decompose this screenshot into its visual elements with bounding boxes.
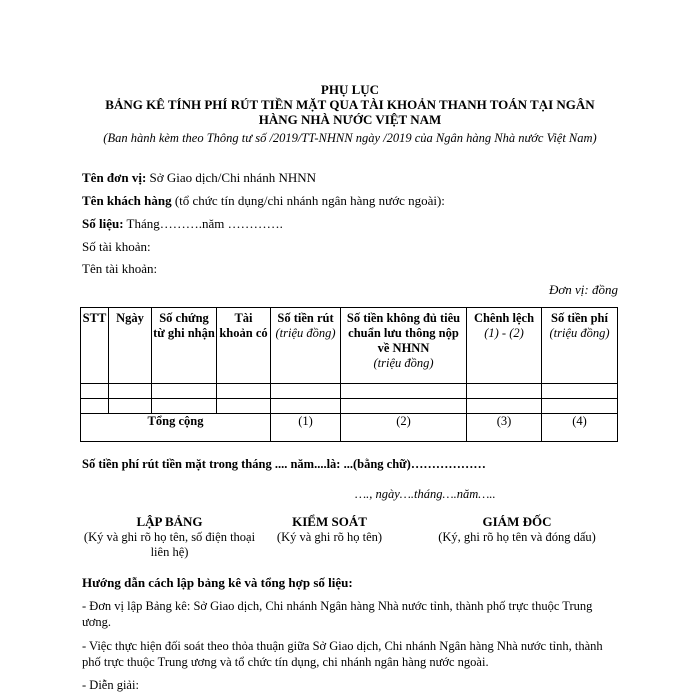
signature-title: LẬP BẢNG [136, 514, 203, 529]
unit-name-value: Sở Giao dịch/Chi nhánh NHNN [146, 170, 317, 185]
customer-name-value: (tổ chức tín dụng/chi nhánh ngân hàng nước ngoài): [171, 193, 445, 208]
total-col-4: (4) [542, 414, 618, 442]
customer-name-line [82, 193, 445, 209]
header-date: Ngày [109, 308, 152, 384]
total-col-1: (1) [271, 414, 341, 442]
signature-controller [262, 514, 397, 545]
data-period-line [82, 216, 283, 232]
customer-name-label: Tên khách hàng [82, 193, 172, 208]
table-row [81, 399, 618, 414]
total-col-2: (2) [341, 414, 467, 442]
header-fee: Số tiền phí (triệu đồng) [542, 308, 618, 384]
account-name-line: Tên tài khoản: [82, 261, 158, 276]
table-row [81, 384, 618, 399]
header-unfit-cash: Số tiền không đủ tiêu chuẩn lưu thông nộp về NHNN (triệu đồng) [341, 308, 467, 384]
signature-note: (Ký và ghi rõ họ tên) [276, 530, 383, 544]
header-credit-account: Tài khoản có [217, 308, 271, 384]
fee-table [80, 307, 618, 442]
signature-note: (Ký và ghi rõ họ tên, số điện thoại liên hệ) [83, 530, 256, 559]
header-withdrawn: Số tiền rút (triệu đồng) [271, 308, 341, 384]
data-period-label: Số liệu: [82, 216, 124, 231]
signature-note: (Ký, ghi rõ họ tên và đóng dấu) [438, 530, 596, 544]
table-header-row [81, 308, 618, 384]
guide-item: - Việc thực hiện đối soát theo thỏa thuận giữa Sở Giao dịch, Chi nhánh Ngân hàng Nhà nước tỉnh, thành phố trực thuộc Trung ương và tổ chức tín dụng, chi nhánh ngân hàng nước ngoài. [82, 639, 603, 669]
header-voucher: Số chứng từ ghi nhận [152, 308, 217, 384]
signature-preparer [82, 514, 257, 560]
guide-title: Hướng dẫn cách lập bảng kê và tổng hợp số liệu: [82, 575, 353, 590]
header-difference: Chênh lệch (1) - (2) [467, 308, 542, 384]
signature-title: GIÁM ĐỐC [482, 514, 552, 529]
guide-item: - Diễn giải: [82, 678, 139, 692]
guide-item: - Đơn vị lập Bảng kê: Sở Giao dịch, Chi nhánh Ngân hàng Nhà nước tỉnh, thành phố trực thuộc Trung ương. [82, 599, 593, 629]
document-heading: BẢNG KÊ TÍNH PHÍ RÚT TIỀN MẶT QUA TÀI KHOẢN THANH TOÁN TẠI NGÂN HÀNG NHÀ NƯỚC VIỆT NAM [105, 97, 595, 127]
currency-unit: Đơn vị: đồng [548, 282, 618, 297]
signature-director [412, 514, 622, 545]
unit-name-label: Tên đơn vị: [82, 170, 147, 185]
date-line: …., ngày….tháng….năm….. [355, 487, 496, 501]
total-row [81, 414, 618, 442]
appendix-title: PHỤ LỤC [320, 82, 380, 97]
total-label: Tổng cộng [81, 414, 271, 442]
header-stt: STT [81, 308, 109, 384]
account-number-line: Số tài khoản: [82, 239, 151, 254]
fee-amount-line: Số tiền phí rút tiền mặt trong tháng .... năm....là: ...(bằng chữ)……………… [82, 457, 486, 471]
signature-title: KIỂM SOÁT [292, 514, 367, 529]
unit-name-line [82, 170, 316, 186]
total-col-3: (3) [467, 414, 542, 442]
data-period-value: Tháng……….năm …………. [123, 216, 283, 231]
issued-note: (Ban hành kèm theo Thông tư số /2019/TT-NHNN ngày /2019 của Ngân hàng Nhà nước Việt Nam) [103, 131, 597, 145]
